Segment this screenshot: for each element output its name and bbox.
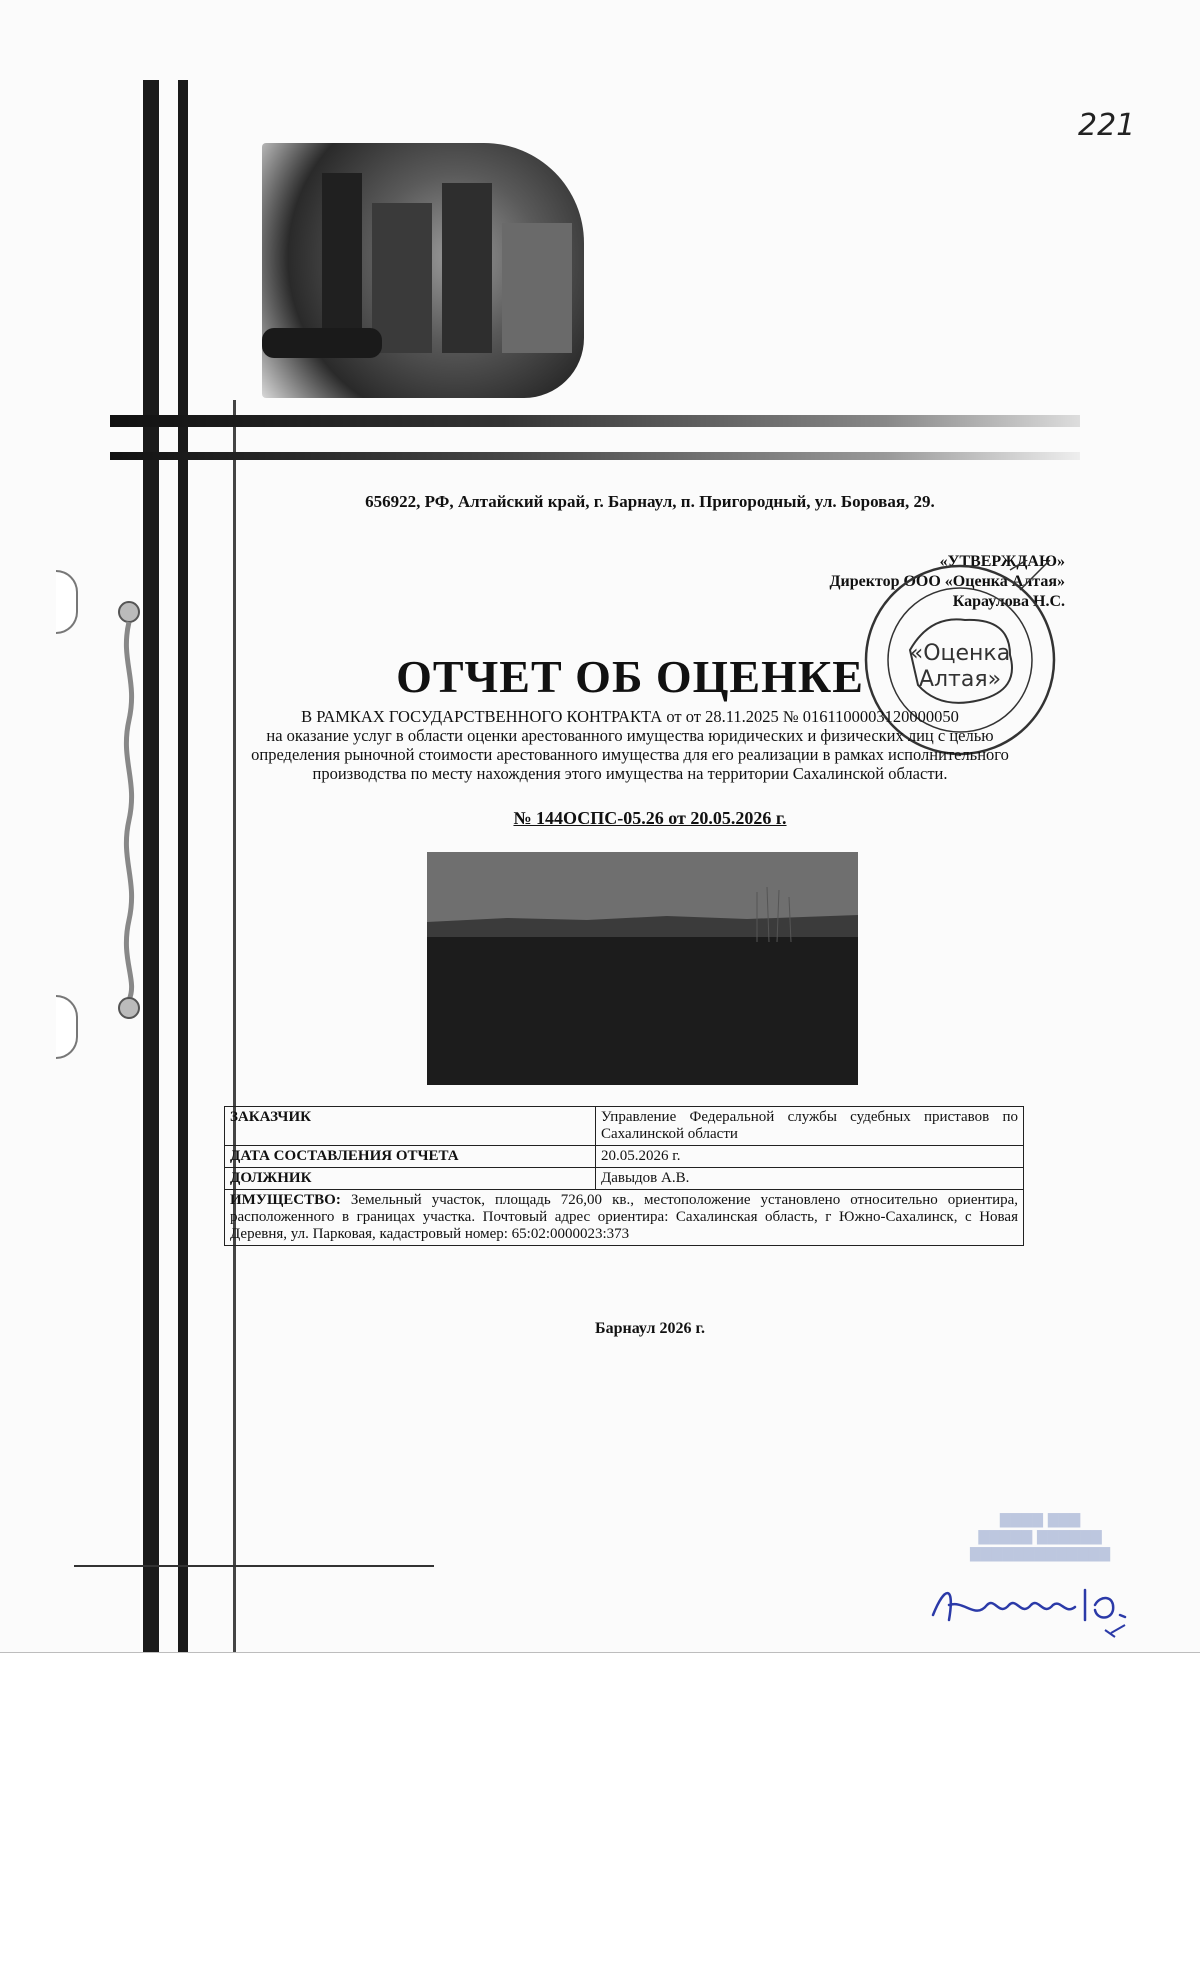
table-row — [225, 1168, 1024, 1190]
vertical-bar — [143, 80, 159, 1652]
table-row — [225, 1107, 1024, 1146]
approval-position: Директор ООО «Оценка Алтая» — [829, 573, 1065, 590]
approval-heading: «УТВЕРЖДАЮ» — [939, 553, 1065, 570]
land-plot-photo — [427, 852, 858, 1085]
handwritten-signature — [925, 1575, 1155, 1645]
contract-line: В РАМКАХ ГОСУДАРСТВЕННОГО КОНТРАКТА от от 28.11.2025 № 0161100003120000050 — [301, 707, 959, 726]
horizontal-bar — [110, 415, 1080, 427]
company-address: 656922, РФ, Алтайский край, г. Барнаул, п. Пригородный, ул. Боровая, 29. — [365, 492, 935, 511]
contract-line: на оказание услуг в области оценки арестованного имущества юридических и физических лиц с целью — [266, 726, 994, 745]
binder-spring — [118, 600, 140, 1020]
table-row — [225, 1190, 1024, 1246]
report-info-table — [224, 1106, 1024, 1246]
header-collage-image — [262, 143, 584, 398]
approval-name: Караулова Н.С. — [952, 593, 1065, 610]
property-cell — [225, 1190, 1024, 1246]
property-label: ИМУЩЕСТВО: — [230, 1192, 341, 1208]
date-label: ДАТА СОСТАВЛЕНИЯ ОТЧЕТА — [225, 1146, 596, 1168]
contract-line: определения рыночной стоимости арестованного имущества для его реализации в рамках исполнительного — [251, 745, 1009, 764]
vertical-bar — [233, 400, 236, 1652]
contract-line: производства по месту нахождения этого имущества на территории Сахалинской области. — [312, 764, 948, 783]
customer-value: Управление Федеральной службы судебных приставов по Сахалинской области — [596, 1107, 1024, 1146]
svg-text:«Оценка: «Оценка — [909, 641, 1011, 666]
divider-line — [74, 1565, 434, 1567]
punch-hole — [56, 995, 78, 1059]
handwritten-page-number: 221 — [1078, 108, 1136, 143]
debtor-label: ДОЛЖНИК — [225, 1168, 596, 1190]
contract-description — [220, 707, 1040, 783]
vertical-bar — [178, 80, 188, 1652]
report-number: № 144ОСПС-05.26 от 20.05.2026 г. — [513, 808, 787, 828]
punch-hole — [56, 570, 78, 634]
faded-blue-stamp: ▇▇▇▇ ▇▇▇ ▇▇▇▇▇ ▇▇▇▇▇▇ ▇▇▇▇▇▇▇▇▇▇▇▇▇ — [970, 1512, 1110, 1562]
city-year: Барнаул 2026 г. — [595, 1320, 705, 1337]
debtor-value: Давыдов А.В. — [596, 1168, 1024, 1190]
svg-text:Алтая»: Алтая» — [918, 667, 1002, 692]
document-title: ОТЧЕТ ОБ ОЦЕНКЕ — [396, 651, 864, 702]
customer-label: ЗАКАЗЧИК — [225, 1107, 596, 1146]
property-value: Земельный участок, площадь 726,00 кв., местоположение установлено относительно ориентира, расположенного в границах участка. Почтовый адрес ориентира: Сахалинская область, г Южно-Сахалинск, с Новая Деревня, ул. Парковая, кадастровый номер: 65:02:0000023:373 — [230, 1192, 1019, 1242]
table-row — [225, 1146, 1024, 1168]
date-value: 20.05.2026 г. — [596, 1146, 1024, 1168]
horizontal-bar — [110, 452, 1080, 460]
